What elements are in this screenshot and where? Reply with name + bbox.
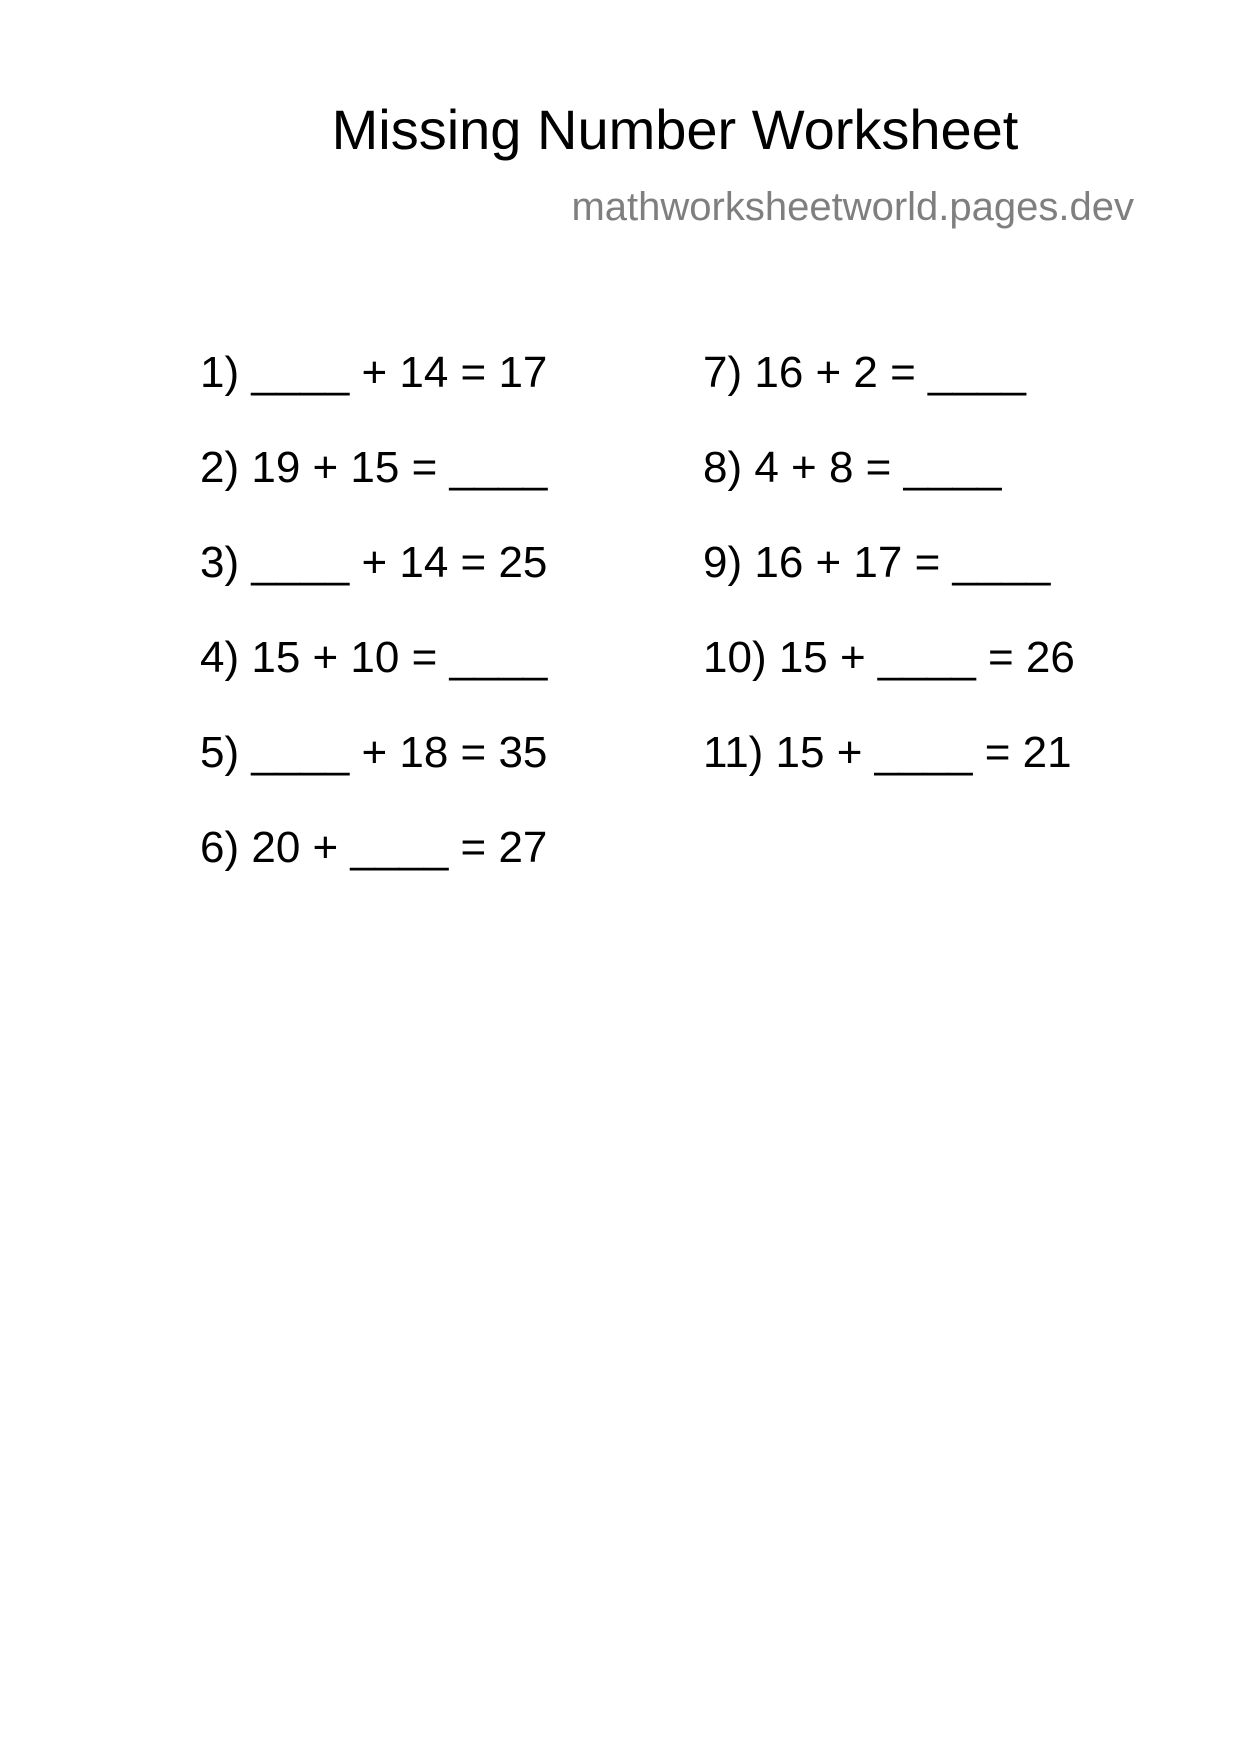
problem-7: 7) 16 + 2 = ____ xyxy=(703,348,1026,397)
problem-column-left xyxy=(200,348,547,918)
problem-4: 4) 15 + 10 = ____ xyxy=(200,633,548,682)
problem-5: 5) ____ + 18 = 35 xyxy=(200,728,548,777)
problem-11: 11) 15 + ____ = 21 xyxy=(703,728,1072,777)
website-url: mathworksheetworld.pages.dev xyxy=(571,185,1134,229)
problem-10: 10) 15 + ____ = 26 xyxy=(703,633,1075,682)
problem-column-right xyxy=(703,348,1075,823)
problem-2: 2) 19 + 15 = ____ xyxy=(200,443,548,492)
problem-1: 1) ____ + 14 = 17 xyxy=(200,348,548,397)
problem-6: 6) 20 + ____ = 27 xyxy=(200,823,548,872)
problem-3: 3) ____ + 14 = 25 xyxy=(200,538,548,587)
worksheet-title: Missing Number Worksheet xyxy=(331,98,1019,161)
problem-8: 8) 4 + 8 = ____ xyxy=(703,443,1002,492)
problem-9: 9) 16 + 17 = ____ xyxy=(703,538,1051,587)
